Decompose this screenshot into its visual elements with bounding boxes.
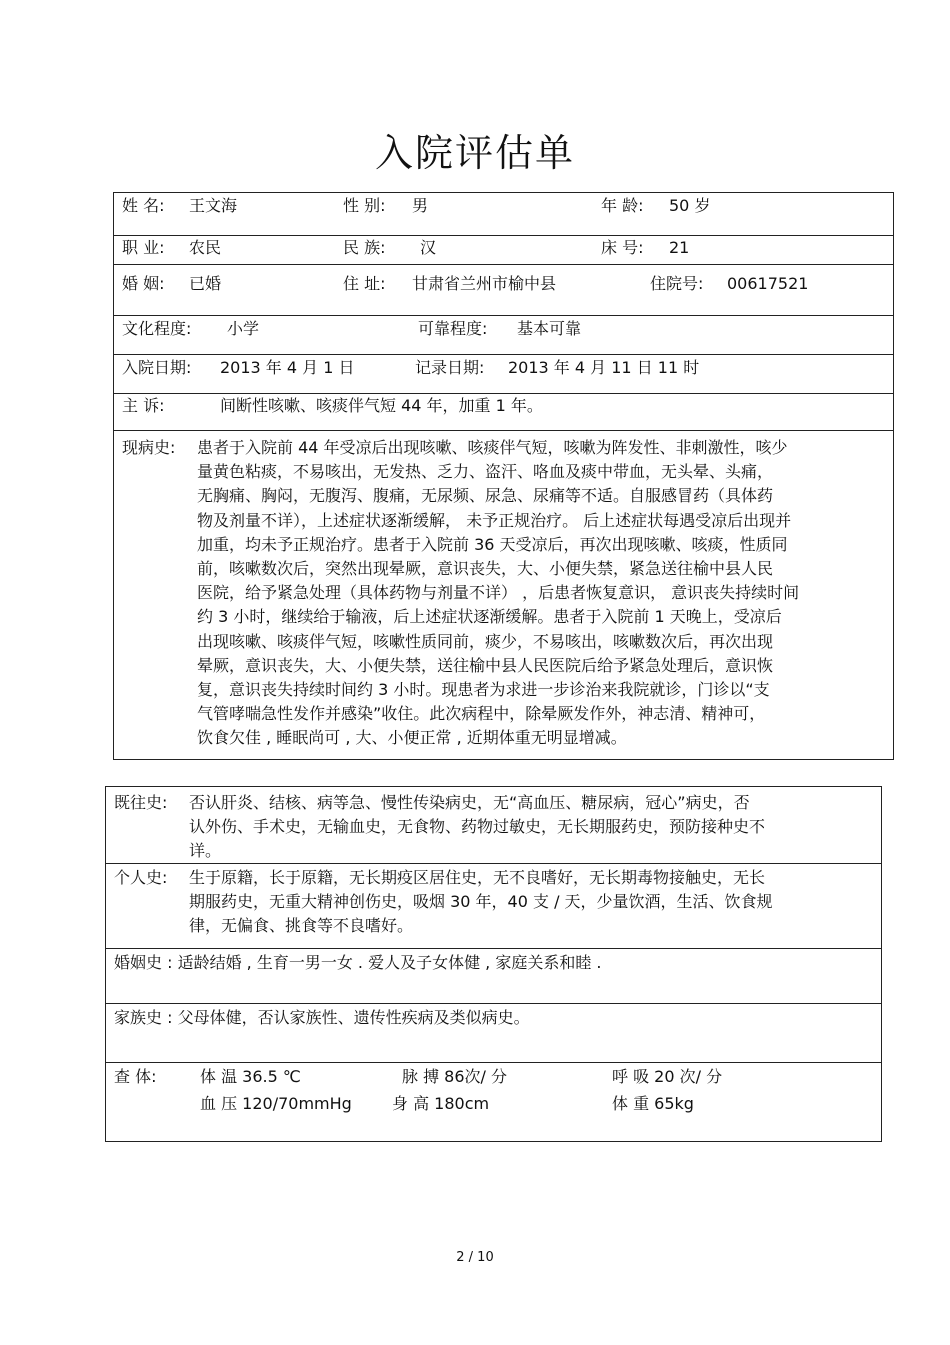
exam-pulse: 脉 搏 86次/ 分 bbox=[402, 1067, 508, 1086]
personal-history-text bbox=[189, 866, 877, 939]
marital-history-text: 婚姻史 : 适龄结婚 , 生育一男一女 . 爱人及子女体健 , 家庭关系和睦 . bbox=[114, 953, 602, 972]
basic-info-table bbox=[113, 192, 894, 760]
name-label: 姓 名: bbox=[122, 196, 165, 215]
sex-value: 男 bbox=[412, 196, 429, 215]
personal-history-section bbox=[114, 866, 877, 944]
personal-history-line: 期服药史，无重大精神创伤史，吸烟 30 年，40 支 / 天，少量饮酒，生活、饮食规 bbox=[189, 892, 773, 912]
complaint-label: 主 诉: bbox=[122, 396, 165, 415]
history-table bbox=[105, 786, 882, 1142]
age-label: 年 龄: bbox=[601, 196, 644, 215]
family-history-text: 家族史 : 父母体健，否认家族性、遗传性疾病及类似病史。 bbox=[114, 1008, 530, 1027]
past-history-line: 详。 bbox=[189, 841, 222, 861]
present-illness-line: 饮食欠佳 , 睡眠尚可 , 大、小便正常 , 近期体重无明显增减。 bbox=[197, 728, 627, 748]
row-marriage bbox=[114, 265, 893, 316]
row-dates bbox=[114, 355, 893, 394]
exam-height: 身 高 180cm bbox=[392, 1094, 490, 1113]
education-value: 小学 bbox=[227, 319, 260, 338]
row-marital-history bbox=[106, 949, 881, 1004]
job-value: 农民 bbox=[189, 238, 222, 257]
personal-history-line: 生于原籍，长于原籍，无长期疫区居住史，无不良嗜好，无长期毒物接触史，无长 bbox=[189, 868, 766, 887]
exam-resp: 呼 吸 20 次/ 分 bbox=[612, 1067, 723, 1086]
personal-history-line: 律，无偏食、挑食等不良嗜好。 bbox=[189, 916, 414, 936]
present-illness-line: 无胸痛、胸闷，无腹泻、腹痛，无尿频、尿急、尿痛等不适。自服感冒药（具体药 bbox=[197, 486, 774, 506]
admit-date-value: 2013 年 4 月 1 日 bbox=[220, 358, 355, 377]
exam-label: 查 体: bbox=[114, 1067, 157, 1086]
bed-value: 21 bbox=[669, 238, 690, 257]
present-illness-line: 加重，均未予正规治疗。患者于入院前 36 天受凉后，再次出现咳嗽、咳痰，性质同 bbox=[197, 534, 788, 554]
row-past-history bbox=[106, 787, 881, 864]
reliability-value: 基本可靠 bbox=[517, 319, 582, 338]
address-label: 住 址: bbox=[343, 274, 386, 293]
admission-no-value: 00617521 bbox=[727, 274, 809, 293]
past-history-line: 认外伤、手术史，无输血史，无食物、药物过敏史，无长期服药史，预防接种史不 bbox=[189, 817, 766, 837]
ethnic-value: 汉 bbox=[420, 238, 437, 257]
page-number: 2 / 10 bbox=[456, 1250, 494, 1265]
present-illness-section bbox=[122, 436, 889, 756]
record-date-label: 记录日期: bbox=[415, 358, 485, 377]
page-title: 入院评估单 bbox=[374, 131, 575, 175]
present-illness-text bbox=[197, 436, 889, 750]
name-value: 王文海 bbox=[189, 196, 238, 215]
past-history-label: 既往史: bbox=[114, 793, 168, 812]
record-date-value: 2013 年 4 月 11 日 11 时 bbox=[508, 358, 700, 377]
present-illness-line: 约 3 小时，继续给于输液，后上述症状逐渐缓解。患者于入院前 1 天晚上，受凉后 bbox=[197, 607, 782, 627]
present-illness-line: 物及剂量不详），上述症状逐渐缓解， 未予正规治疗。 后上述症状每遇受凉后出现并 bbox=[197, 510, 792, 530]
exam-bp: 血 压 120/70mmHg bbox=[200, 1094, 352, 1113]
row-present-illness bbox=[114, 431, 893, 759]
row-name bbox=[114, 193, 893, 236]
marriage-value: 已婚 bbox=[189, 274, 222, 293]
admit-date-label: 入院日期: bbox=[122, 358, 192, 377]
present-illness-line: 气管哮喘急性发作并感染”收住。此次病程中，除晕厥发作外，神志清、精神可， bbox=[197, 704, 766, 724]
present-illness-line: 量黄色粘痰，不易咳出，无发热、乏力、盗汗、咯血及痰中带血，无头晕、头痛， bbox=[197, 462, 774, 482]
exam-temp: 体 温 36.5 ℃ bbox=[200, 1067, 301, 1086]
present-illness-line: 医院，给予紧急处理（具体药物与剂量不详） ，后患者恢复意识， 意识丧失持续时间 bbox=[197, 583, 800, 603]
address-value: 甘肃省兰州市榆中县 bbox=[412, 274, 557, 293]
row-complaint bbox=[114, 394, 893, 431]
past-history-line: 否认肝炎、结核、病等急、慢性传染病史，无“高血压、糖尿病，冠心”病史，否 bbox=[189, 793, 750, 812]
admission-no-label: 住院号: bbox=[650, 274, 704, 293]
marriage-label: 婚 姻: bbox=[122, 274, 165, 293]
present-illness-line: 患者于入院前 44 年受凉后出现咳嗽、咳痰伴气短，咳嗽为阵发性、非刺激性，咳少 bbox=[197, 438, 788, 457]
education-label: 文化程度: bbox=[122, 319, 192, 338]
age-value: 50 岁 bbox=[669, 196, 711, 215]
sex-label: 性 别: bbox=[343, 196, 386, 215]
reliability-label: 可靠程度: bbox=[418, 319, 488, 338]
present-illness-line: 前，咳嗽数次后，突然出现晕厥，意识丧失，大、小便失禁，紧急送往榆中县人民 bbox=[197, 558, 774, 578]
past-history-text bbox=[189, 791, 877, 864]
ethnic-label: 民 族: bbox=[343, 238, 386, 257]
row-personal-history bbox=[106, 864, 881, 949]
past-history-section bbox=[114, 791, 877, 863]
row-physical-exam bbox=[106, 1063, 881, 1141]
row-family-history bbox=[106, 1004, 881, 1063]
bed-label: 床 号: bbox=[601, 238, 644, 257]
personal-history-label: 个人史: bbox=[114, 868, 168, 887]
present-illness-line: 复，意识丧失持续时间约 3 小时。现患者为求进一步诊治来我院就诊，门诊以“支 bbox=[197, 679, 770, 699]
present-illness-label: 现病史: bbox=[122, 438, 176, 457]
present-illness-line: 晕厥，意识丧失，大、小便失禁，送往榆中县人民医院后给予紧急处理后，意识恢 bbox=[197, 655, 774, 675]
row-education bbox=[114, 316, 893, 355]
exam-weight: 体 重 65kg bbox=[612, 1094, 694, 1113]
present-illness-line: 出现咳嗽、咳痰伴气短，咳嗽性质同前，痰少，不易咳出，咳嗽数次后，再次出现 bbox=[197, 631, 774, 651]
row-job bbox=[114, 236, 893, 265]
complaint-value: 间断性咳嗽、咳痰伴气短 44 年，加重 1 年。 bbox=[220, 396, 543, 415]
job-label: 职 业: bbox=[122, 238, 165, 257]
